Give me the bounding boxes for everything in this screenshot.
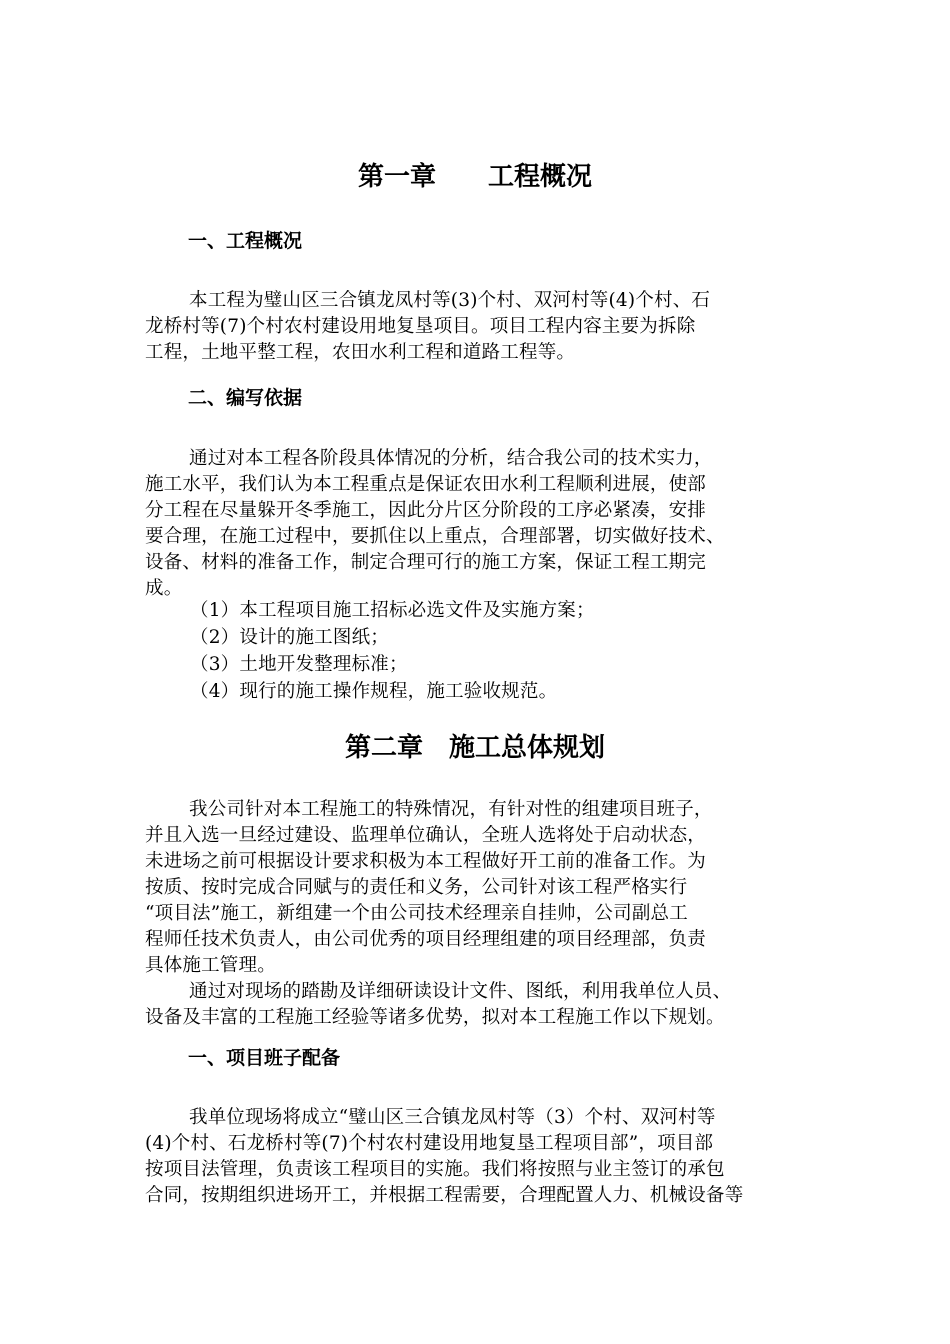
basis-list bbox=[190, 597, 595, 705]
paragraph-line: 程师任技术负责人，由公司优秀的项目经理组建的项目经理部，负责 bbox=[145, 929, 707, 950]
section-1-1-heading: 一、工程概况 bbox=[188, 230, 303, 252]
paragraph-line: (4)个村、石龙桥村等(7)个村农村建设用地复垦工程项目部”，项目部 bbox=[145, 1133, 714, 1154]
paragraph-line: 并且入选一旦经过建设、监理单位确认，全班人选将处于启动状态， bbox=[145, 825, 707, 846]
paragraph-line: 通过对本工程各阶段具体情况的分析，结合我公司的技术实力， bbox=[189, 448, 713, 469]
paragraph-line: 我单位现场将成立“璧山区三合镇龙凤村等（3）个村、双河村等 bbox=[189, 1107, 716, 1128]
section-2-1-paragraph bbox=[145, 1105, 835, 1209]
paragraph-line: 按质、按时完成合同赋与的责任和义务，公司针对该工程严格实行 bbox=[145, 877, 688, 898]
paragraph-line: 龙桥村等(7)个村农村建设用地复垦项目。项目工程内容主要为拆除 bbox=[145, 316, 696, 337]
chapter-2-intro bbox=[145, 797, 835, 1031]
list-item: （2）设计的施工图纸； bbox=[190, 627, 389, 648]
paragraph-line: 设备、材料的准备工作，制定合理可行的施工方案，保证工程工期完 bbox=[145, 552, 707, 573]
list-item: （1）本工程项目施工招标必选文件及实施方案； bbox=[190, 600, 595, 621]
paragraph-line: 施工水平，我们认为本工程重点是保证农田水利工程顺利进展，使部 bbox=[145, 474, 707, 495]
paragraph-line: “项目法”施工，新组建一个由公司技术经理亲自挂帅，公司副总工 bbox=[145, 903, 688, 924]
list-item: （3）土地开发整理标准； bbox=[190, 654, 408, 675]
section-1-2-heading: 二、编写依据 bbox=[188, 387, 303, 409]
paragraph-line: 我公司针对本工程施工的特殊情况，有针对性的组建项目班子， bbox=[189, 799, 713, 820]
paragraph-line: 要合理，在施工过程中，要抓住以上重点，合理部署，切实做好技术、 bbox=[145, 526, 725, 547]
paragraph-line: 成。 bbox=[145, 578, 183, 599]
paragraph-line: 未进场之前可根据设计要求积极为本工程做好开工前的准备工作。为 bbox=[145, 851, 707, 872]
paragraph-line: 分工程在尽量躲开冬季施工，因此分片区分阶段的工序必紧凑，安排 bbox=[145, 500, 707, 521]
section-2-1-heading: 一、项目班子配备 bbox=[188, 1047, 341, 1069]
paragraph-line: 工程，土地平整工程，农田水利工程和道路工程等。 bbox=[145, 342, 576, 363]
paragraph-line: 按项目法管理，负责该工程项目的实施。我们将按照与业主签订的承包 bbox=[145, 1159, 725, 1180]
list-item: （4）现行的施工操作规程，施工验收规范。 bbox=[190, 681, 558, 702]
paragraph-line: 本工程为璧山区三合镇龙凤村等(3)个村、双河村等(4)个村、石 bbox=[189, 290, 711, 311]
section-1-2-paragraph bbox=[145, 446, 835, 602]
paragraph-line: 合同，按期组织进场开工，并根据工程需要，合理配置人力、机械设备等 bbox=[145, 1185, 744, 1206]
paragraph-line: 通过对现场的踏勘及详细研读设计文件、图纸，利用我单位人员、 bbox=[189, 981, 732, 1002]
chapter-1-title: 第一章 工程概况 bbox=[357, 162, 592, 192]
paragraph-line: 设备及丰富的工程施工经验等诸多优势，拟对本工程施工作以下规划。 bbox=[145, 1007, 725, 1028]
paragraph-line: 具体施工管理。 bbox=[145, 955, 276, 976]
chapter-2-title: 第二章 施工总体规划 bbox=[344, 733, 605, 763]
section-1-1-paragraph bbox=[145, 288, 835, 366]
